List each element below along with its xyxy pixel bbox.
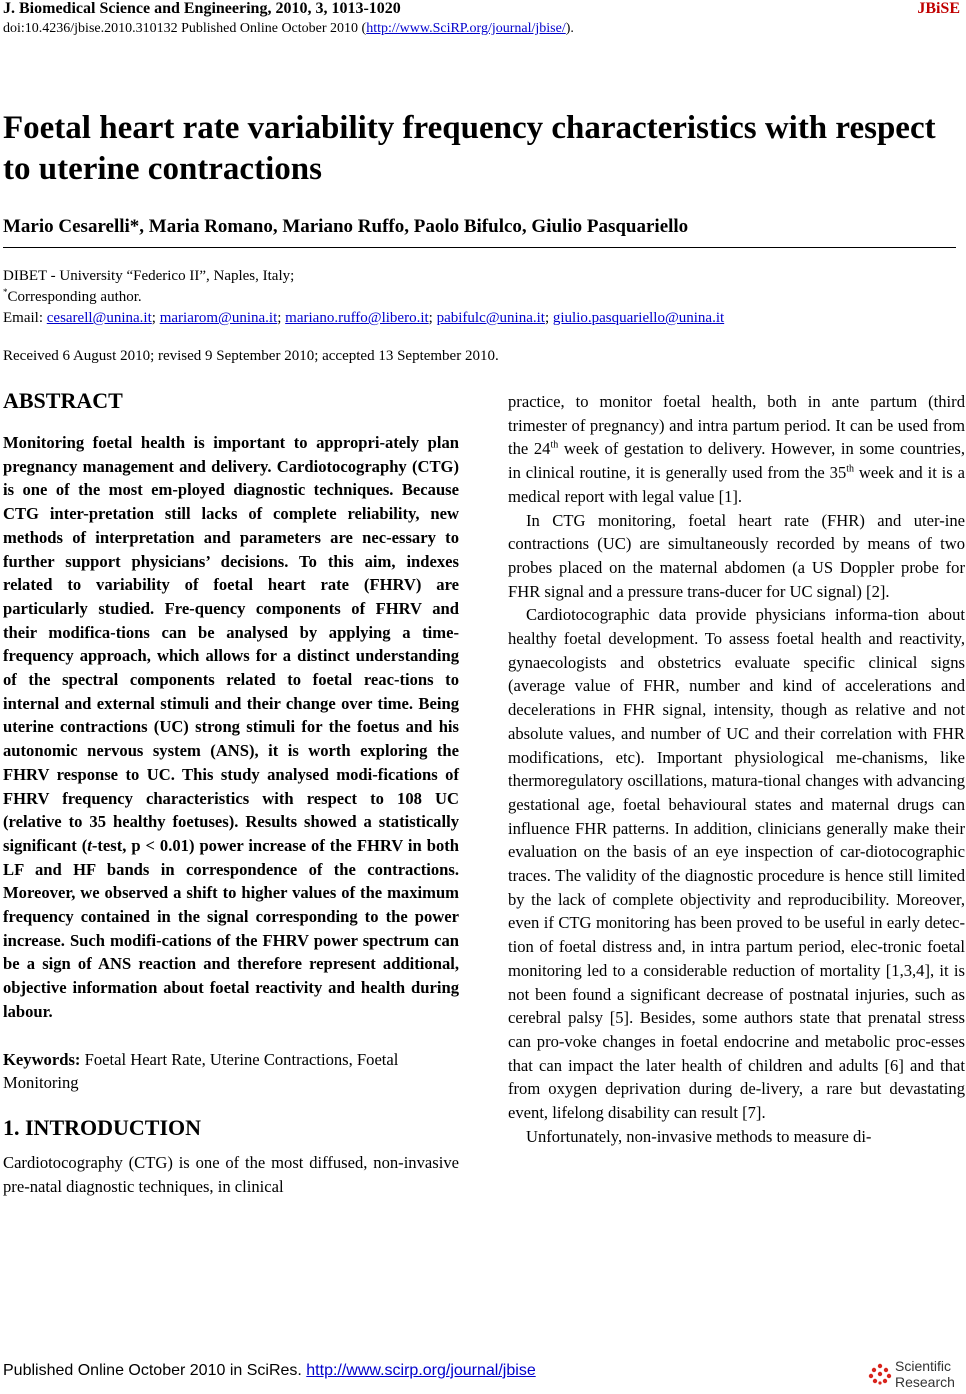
p1-text-a: practice, to monitor foetal health, both in ante partum (third trimester of pregnancy) and intra partum period. It can be used from the 24 bbox=[508, 392, 965, 459]
abstract-text bbox=[3, 431, 459, 1024]
intro-heading: 1. INTRODUCTION bbox=[3, 1114, 202, 1140]
logo-wordmark bbox=[895, 1358, 955, 1390]
right-column bbox=[508, 390, 965, 1149]
p1-text-b: week of gestation to delivery. However, in some countries, in clinical routine, it is generally used from the 35 bbox=[508, 439, 966, 483]
intro-paragraph-4: Unfortunately, non-invasive methods to measure di- bbox=[526, 1126, 872, 1146]
journal-citation: J. Biomedical Science and Engineering, 2010, 3, 1013-1020 bbox=[3, 0, 401, 17]
doi-suffix: ). bbox=[565, 21, 574, 36]
email-link[interactable]: mariano.ruffo@libero.it bbox=[285, 310, 429, 326]
logo-line-2: Research bbox=[895, 1374, 955, 1390]
email-link[interactable]: giulio.pasquariello@unina.it bbox=[552, 310, 725, 326]
corresponding-note bbox=[3, 287, 724, 308]
email-separator: ; bbox=[428, 310, 437, 326]
intro-paragraph-2: In CTG monitoring, foetal heart rate (FHR) and uter-ine contractions (UC) are simultaneously recorded by means of two probes placed on the maternal abdomen (a US Doppler probe for FHR signal and a pressure trans-ducer for UC signal) [2]. bbox=[508, 510, 965, 601]
corresponding-mark: * bbox=[3, 287, 8, 297]
scientific-research-logo-icon bbox=[868, 1362, 892, 1386]
abstract-part-1: Monitoring foetal health is important to appropri-ately plan pregnancy management and delivery. Cardiotocography (CTG) is one of the most em-ployed diagnostic techniques. Because CTG inter-pretation still lacks of complete reliability, new methods of interpretation and parameters are nec-essary to further support physicians’ decisions. To this aim, indexes related to variability of foetal heart rate (FHRV) are particularly studied. Fre-quency components of FHRV and their modifica-tions can be analysed by applying a time-frequency approach, which allows for a distinct understanding of the spectral components related to foetal reac-tions to internal and external stimuli and their change over time. Being uterine contractions (UC) strong stimuli for the foetus and his autonomic nervous system (ANS), it is worth exploring the FHRV response to UC. This study analysed modi-fications of FHRV frequency characteristics with respect to 108 UC (relative to 35 healthy foetuses). Results showed a statistically significant ( bbox=[3, 433, 459, 855]
journal-code: JBiSE bbox=[917, 0, 960, 17]
email-line bbox=[3, 308, 724, 329]
abstract-heading: ABSTRACT bbox=[3, 388, 123, 413]
journal-link[interactable]: http://www.SciRP.org/journal/jbise/ bbox=[366, 21, 566, 36]
title-divider bbox=[3, 247, 956, 248]
author-list: Mario Cesarelli*, Maria Romano, Mariano Ruffo, Paolo Bifulco, Giulio Pasquariello bbox=[3, 216, 689, 237]
footer-text: Published Online October 2010 in SciRes. bbox=[3, 1362, 307, 1379]
intro-paragraph-3: Cardiotocographic data provide physicians informa-tion about healthy foetal development. To assess foetal health and reactivity, gynaecologists and obstetrics evaluate specific clinical signs (average value of FHR, number and kind of accelerations and decelerations in FHR signal, intensity, though as relative and not absolute values, and number of UC and their correlation with FHR modifications, etc). Important physiological me-chanisms, like thermoregulatory oscillations, matura-tional changes with advancing gestational age, foetal behavioural states and maternal drugs can influence FHR patterns. In addition, clinicians generally make their evaluation on the basis of an eye inspection of car-diotocographic traces. The validity of the diagnostic procedure is hence still limited by the lack of complete objectivity and reproducibility. Moreover, even if CTG monitoring has been proved to be useful in early detec-tion of foetal distress and, in intra partum period, elec-tronic foetal monitoring led to a considerable reduction of mortality [1,3,4], it is not been found a significant decrease of postnatal injuries, such as cerebral palsy [5]. Besides, some authors state that prenatal stress can pro-voke changes in foetal endocrine and metabolic proc-esses that can impact the later health of children and adults [6] and that from oxygen deprivation during de-livery, a rare but devastating event, lifelong disability can result [7]. bbox=[508, 605, 965, 1123]
email-link[interactable]: cesarell@unina.it bbox=[46, 310, 152, 326]
abstract-t: t bbox=[87, 835, 92, 855]
email-separator: ; bbox=[277, 310, 286, 326]
p1-text-c: week and it is a medical report with legal value [1]. bbox=[508, 463, 965, 506]
footer bbox=[3, 1362, 536, 1380]
intro-paragraph-1-start: Cardiotocography (CTG) is one of the most diffused, non-invasive pre-natal diagnostic techniques, in clinical bbox=[3, 1152, 459, 1196]
email-separator: ; bbox=[151, 310, 160, 326]
superscript-th: th bbox=[550, 439, 559, 451]
intro-paragraph-1-cont bbox=[508, 390, 965, 509]
left-column bbox=[3, 388, 459, 1198]
email-link[interactable]: pabifulc@unina.it bbox=[436, 310, 545, 326]
logo-line-1: Scientific bbox=[895, 1358, 952, 1374]
email-label: Email: bbox=[3, 310, 47, 326]
superscript-th: th bbox=[846, 463, 855, 475]
doi-line bbox=[3, 21, 574, 37]
keywords-label: Keywords: bbox=[3, 1049, 81, 1069]
abstract-part-2: -test, p < 0.01) power increase of the FHRV in both LF and HF bands in correspondence of the contractions. Moreover, we observed a shift to higher values of the maximum frequency contained in the signal corresponding to the power increase. Such modifi-cations of the FHRV power spectrum can be a sign of ANS reaction and therefore represent additional, objective information about foetal reactivity and health during labour. bbox=[3, 835, 459, 1021]
received-dates: Received 6 August 2010; revised 9 September 2010; accepted 13 September 2010. bbox=[3, 348, 499, 364]
publisher-logo[interactable] bbox=[868, 1356, 960, 1392]
doi-text: doi:10.4236/jbise.2010.310132 Published Online October 2010 ( bbox=[3, 21, 367, 36]
paper-title: Foetal heart rate variability frequency characteristics with respect to uterine contractions bbox=[3, 110, 936, 187]
footer-link[interactable]: http://www.scirp.org/journal/jbise bbox=[306, 1362, 536, 1379]
email-separator: ; bbox=[544, 310, 553, 326]
corresponding-text: Corresponding author. bbox=[7, 289, 142, 305]
institute: DIBET - University “Federico II”, Naples, Italy; bbox=[3, 268, 295, 284]
affiliation-block bbox=[3, 266, 724, 329]
email-link[interactable]: mariarom@unina.it bbox=[159, 310, 278, 326]
keywords-text: Foetal Heart Rate, Uterine Contractions, Foetal Monitoring bbox=[3, 1049, 399, 1093]
keywords bbox=[3, 1048, 459, 1095]
